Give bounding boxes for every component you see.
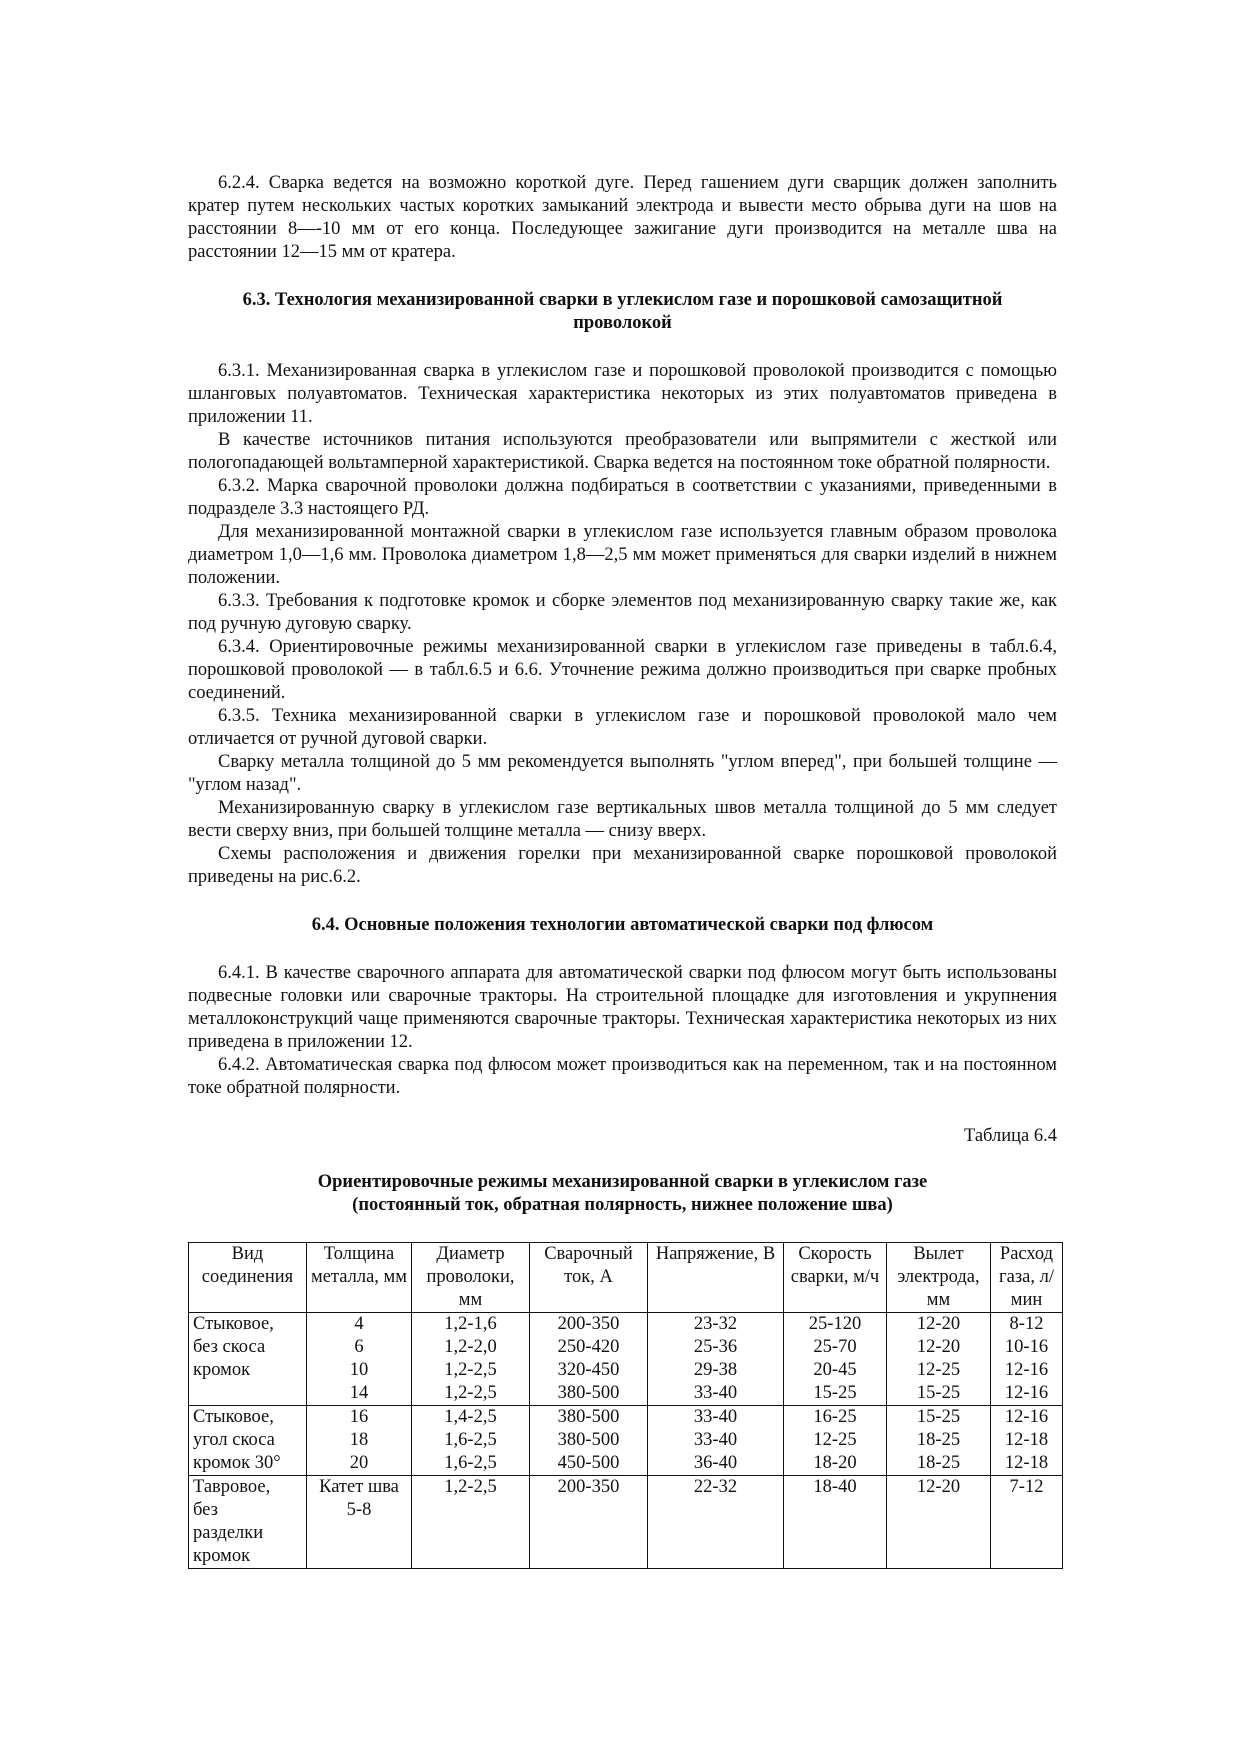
paragraph: Для механизированной монтажной сварки в углекислом газе используется главным образом проволока диаметром 1,0—1,6 мм. Проволока диаметром 1,8—2,5 мм может применяться для сварки изделий в нижнем положении. (188, 522, 1057, 588)
cell-line: 18-40 (813, 1477, 857, 1497)
cell-line: 7-12 (1009, 1477, 1044, 1497)
cell-line: 12-16 (1004, 1407, 1049, 1427)
welding-modes-table (188, 1242, 1063, 1569)
header-cell: Толщина металла, мм (307, 1243, 412, 1313)
cell-line: 33-40 (693, 1430, 738, 1450)
paragraph: Механизированную сварку в углекислом газе вертикальных швов металла толщиной до 5 мм следует вести сверху вниз, при большей толщине металла — снизу вверх. (188, 798, 1057, 841)
table-cell-speed (784, 1406, 887, 1476)
table-cell-current (530, 1476, 648, 1569)
cell-line: 1,2-1,6 (444, 1314, 497, 1334)
header-cell: Расход газа, л/мин (991, 1243, 1063, 1313)
cell-line: 25-70 (813, 1337, 857, 1357)
table-cell-gas (991, 1313, 1063, 1406)
cell-line: 12-25 (916, 1360, 961, 1380)
table-cell-wire (412, 1406, 530, 1476)
cell-line: 14 (349, 1383, 369, 1403)
table-cell-stickout (887, 1406, 991, 1476)
header-cell: Скорость сварки, м/ч (784, 1243, 887, 1313)
paragraph: 6.3.5. Техника механизированной сварки в углекислом газе и порошковой проволокой мало чем отличается от ручной дуговой сварки. (188, 706, 1057, 749)
cell-line: без скоса (193, 1337, 266, 1357)
table-cell-speed (784, 1476, 887, 1569)
cell-line: 12-20 (916, 1337, 961, 1357)
heading-6-4: 6.4. Основные положения технологии автоматической сварки под флюсом (311, 915, 934, 935)
cell-line: 380-500 (557, 1383, 620, 1403)
table-cell-kind (189, 1476, 307, 1569)
cell-line: Тавровое, (193, 1477, 271, 1497)
cell-line: 22-32 (693, 1477, 738, 1497)
cell-line: 25-120 (808, 1314, 862, 1334)
cell-line: 12-18 (1004, 1453, 1049, 1473)
table-cell-speed (784, 1313, 887, 1406)
paragraph: 6.3.2. Марка сварочной проволоки должна подбираться в соответствии с указаниями, приведенными в подразделе 3.3 настоящего РД. (188, 476, 1057, 519)
cell-line: 1,2-2,5 (444, 1383, 497, 1403)
cell-line: 450-500 (557, 1453, 620, 1473)
header-cell: Вид соединения (189, 1243, 307, 1313)
cell-line: 25-36 (693, 1337, 738, 1357)
cell-line: 10 (349, 1360, 369, 1380)
cell-line: 20 (349, 1453, 369, 1473)
cell-line: 1,2-2,5 (444, 1477, 497, 1497)
cell-line: 12-20 (916, 1314, 961, 1334)
cell-line: 18 (349, 1430, 369, 1450)
table-cell-kind (189, 1406, 307, 1476)
table-row (189, 1406, 1063, 1476)
table-cell-kind (189, 1313, 307, 1406)
cell-line: 200-350 (557, 1477, 620, 1497)
table-number: Таблица 6.4 (964, 1126, 1057, 1146)
cell-line: кромок 30° (193, 1453, 281, 1473)
paragraph: 6.3.4. Ориентировочные режимы механизированной сварки в углекислом газе приведены в табл.6.4, порошковой проволокой — в табл.6.5 и 6.6. Уточнение режима должно производиться при сварке пробных соединений. (188, 637, 1057, 703)
table-cell-wire (412, 1313, 530, 1406)
cell-line: 18-25 (916, 1453, 961, 1473)
document-page (188, 172, 1057, 1569)
heading-6-3: 6.3. Технология механизированной сварки в углекислом газе и порошковой самозащитной проволокой (242, 290, 1003, 333)
cell-line: 12-25 (813, 1430, 857, 1450)
table-caption-line: (постоянный ток, обратная полярность, нижнее положение шва) (352, 1195, 893, 1215)
cell-line: разделки (193, 1523, 264, 1543)
cell-line: 1,6-2,5 (444, 1453, 497, 1473)
paragraph: 6.3.3. Требования к подготовке кромок и сборке элементов под механизированную сварку такие же, как под ручную дуговую сварку. (188, 591, 1057, 634)
table-caption (188, 1171, 1057, 1217)
cell-line: 16 (349, 1407, 369, 1427)
cell-line: 18-20 (813, 1453, 857, 1473)
cell-line: 10-16 (1004, 1337, 1049, 1357)
cell-line: 12-18 (1004, 1430, 1049, 1450)
cell-line: Стыковое, (193, 1314, 274, 1334)
cell-line: 16-25 (813, 1407, 857, 1427)
table-cell-gas (991, 1476, 1063, 1569)
cell-line: 8-12 (1009, 1314, 1044, 1334)
cell-line: 23-32 (693, 1314, 738, 1334)
table-caption-line: Ориентировочные режимы механизированной сварки в углекислом газе (317, 1172, 928, 1192)
table-row (189, 1313, 1063, 1406)
paragraph: 6.3.1. Механизированная сварка в углекислом газе и порошковой проволокой производится с помощью шланговых полуавтоматов. Техническая характеристика некоторых из этих полуавтоматов приведена в приложении 11. (188, 361, 1057, 427)
cell-line: 6 (354, 1337, 364, 1357)
header-cell: Сварочный ток, А (530, 1243, 648, 1313)
cell-line: 320-450 (557, 1360, 620, 1380)
cell-line: угол скоса (193, 1430, 275, 1450)
cell-line: 12-16 (1004, 1383, 1049, 1403)
paragraph: Схемы расположения и движения горелки при механизированной сварке порошковой проволокой приведены на рис.6.2. (188, 844, 1057, 887)
cell-line: Стыковое, (193, 1407, 274, 1427)
cell-line: 29-38 (693, 1360, 738, 1380)
paragraph: Сварку металла толщиной до 5 мм рекомендуется выполнять "углом вперед", при большей толщине — "углом назад". (188, 752, 1057, 795)
cell-line: кромок (193, 1546, 251, 1566)
table-body (189, 1313, 1063, 1569)
cell-line: 380-500 (557, 1430, 620, 1450)
cell-line: 33-40 (693, 1407, 738, 1427)
cell-line: без (193, 1500, 218, 1520)
cell-line: 4 (354, 1314, 364, 1334)
cell-line: 15-25 (916, 1407, 961, 1427)
cell-line: Катет шва (319, 1477, 399, 1497)
cell-line: 1,2-2,0 (444, 1337, 497, 1357)
header-cell: Диаметр проволоки, мм (412, 1243, 530, 1313)
header-cell: Напряжение, В (648, 1243, 784, 1313)
table-cell-voltage (648, 1313, 784, 1406)
table-cell-wire (412, 1476, 530, 1569)
cell-line: 12-16 (1004, 1360, 1049, 1380)
table-cell-thickness (307, 1476, 412, 1569)
table-cell-current (530, 1406, 648, 1476)
cell-line: 200-350 (557, 1314, 620, 1334)
cell-line: 380-500 (557, 1407, 620, 1427)
cell-line: 36-40 (693, 1453, 738, 1473)
cell-line: 33-40 (693, 1383, 738, 1403)
header-cell: Вылет электрода, мм (887, 1243, 991, 1313)
section-6-4-body (188, 962, 1057, 1100)
cell-line: 1,6-2,5 (444, 1430, 497, 1450)
cell-line: 1,4-2,5 (444, 1407, 497, 1427)
table-cell-current (530, 1313, 648, 1406)
cell-line: 15-25 (813, 1383, 857, 1403)
table-row (189, 1476, 1063, 1569)
cell-line: 5-8 (346, 1500, 372, 1520)
paragraph: 6.4.1. В качестве сварочного аппарата для автоматической сварки под флюсом могут быть использованы подвесные головки или сварочные тракторы. На строительной площадке для изготовления и укрупнения металлоконструкций чаще применяются сварочные тракторы. Техническая характеристика некоторых из них приведена в приложении 12. (188, 963, 1057, 1052)
paragraph: В качестве источников питания используются преобразователи или выпрямители с жесткой или пологопадающей вольтамперной характеристикой. Сварка ведется на постоянном токе обратной полярности. (188, 430, 1057, 473)
table-cell-voltage (648, 1406, 784, 1476)
cell-line: 20-45 (813, 1360, 857, 1380)
table-cell-voltage (648, 1476, 784, 1569)
table-cell-thickness (307, 1406, 412, 1476)
paragraph-6-2-4: 6.2.4. Сварка ведется на возможно короткой дуге. Перед гашением дуги сварщик должен заполнить кратер путем нескольких частых коротких замыканий электрода и вывести место обрыва дуги на шов на расстоянии 8—-10 мм от его конца. Последующее зажигание дуги производится на металле шва на расстоянии 12—15 мм от кратера. (188, 173, 1057, 262)
cell-line: 15-25 (916, 1383, 961, 1403)
section-6-3-body (188, 360, 1057, 889)
table-cell-gas (991, 1406, 1063, 1476)
cell-line: 1,2-2,5 (444, 1360, 497, 1380)
table-header-row (189, 1243, 1063, 1313)
table-cell-stickout (887, 1313, 991, 1406)
paragraph: 6.4.2. Автоматическая сварка под флюсом может производиться как на переменном, так и на постоянном токе обратной полярности. (188, 1055, 1057, 1098)
cell-line: 12-20 (916, 1477, 961, 1497)
cell-line: 250-420 (557, 1337, 620, 1357)
table-cell-stickout (887, 1476, 991, 1569)
cell-line: кромок (193, 1360, 251, 1380)
cell-line: 18-25 (916, 1430, 961, 1450)
table-cell-thickness (307, 1313, 412, 1406)
